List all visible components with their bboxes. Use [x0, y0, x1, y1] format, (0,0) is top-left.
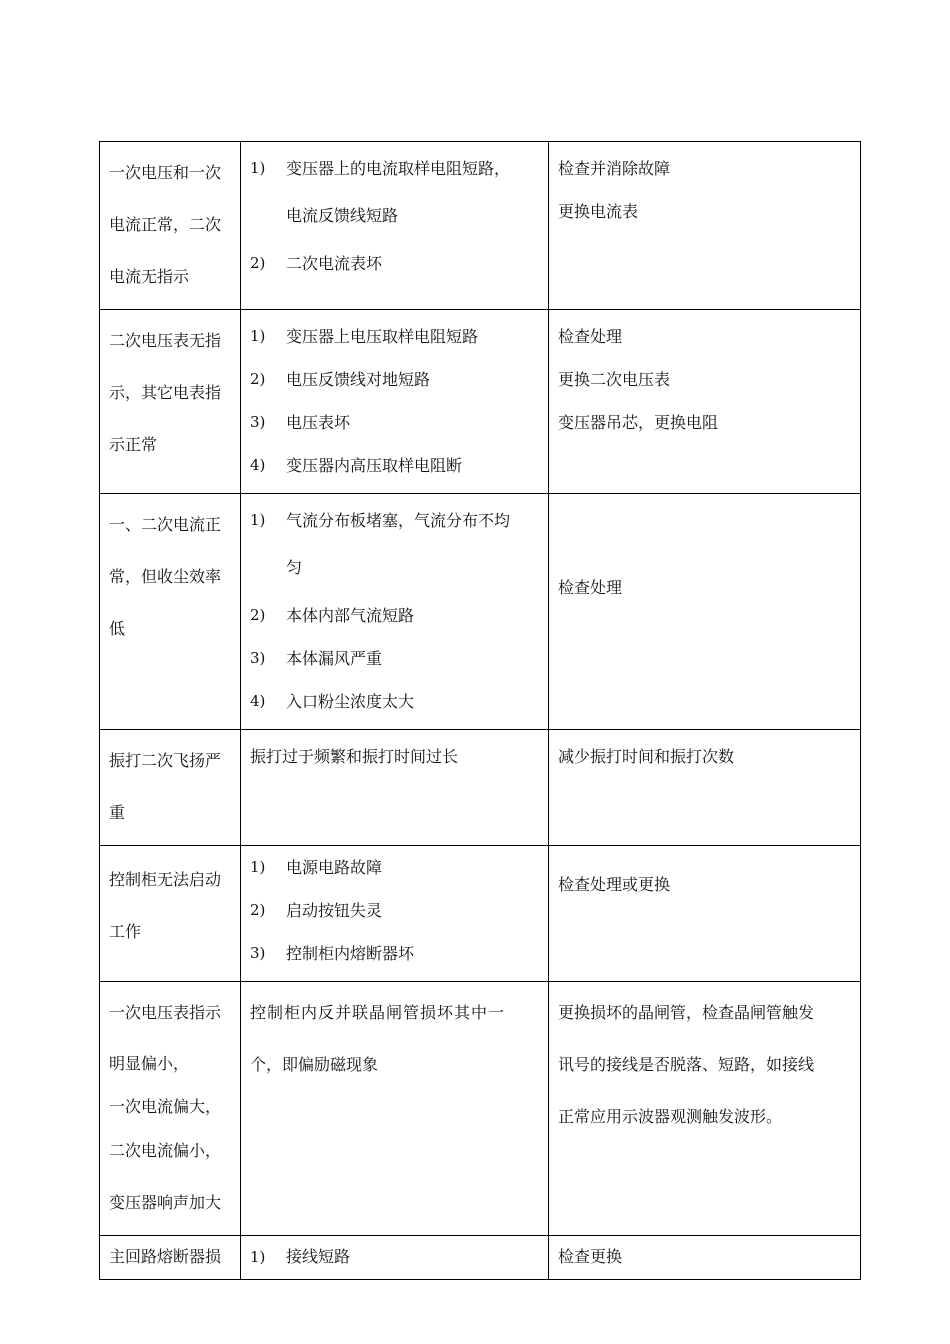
remedy-line: 更换电流表: [558, 202, 639, 221]
symptom-line: 二次电流偏小，: [109, 1141, 222, 1160]
symptom-line: 变压器响声加大: [109, 1193, 222, 1212]
remedy-line: 检查处理: [558, 327, 623, 346]
fault-table: [99, 141, 861, 1280]
symptom-cell: [100, 494, 241, 730]
table-row: [100, 310, 861, 494]
symptom-line: 低: [109, 619, 126, 638]
cause-cell: [241, 846, 549, 982]
list-item: 1) 变压器上的电流取样电阻短路，: [250, 159, 511, 178]
list-item: 2) 电压反馈线对地短路: [250, 370, 431, 389]
list-item: 4) 变压器内高压取样电阻断: [250, 456, 463, 475]
list-item: 4) 入口粉尘浓度太大: [250, 692, 415, 711]
cause-text: 振打过于频繁和振打时间过长: [250, 747, 459, 766]
remedy-line: 检查处理: [558, 578, 623, 597]
symptom-line: 主回路熔断器损: [109, 1247, 222, 1266]
list-item: 2) 二次电流表坏: [250, 254, 383, 273]
symptom-line: 一次电压和一次: [109, 163, 222, 182]
symptom-line: 常，但收尘效率: [109, 567, 222, 586]
remedy-line: 正常应用示波器观测触发波形。: [558, 1107, 783, 1126]
list-item: 1) 变压器上电压取样电阻短路: [250, 327, 479, 346]
symptom-line: 电流无指示: [109, 267, 190, 286]
symptom-line: 电流正常，二次: [109, 215, 222, 234]
symptom-line: 示，其它电表指: [109, 383, 222, 402]
list-item: 1) 电源电路故障: [250, 858, 383, 877]
list-item: 1) 气流分布板堵塞，气流分布不均: [250, 511, 511, 530]
remedy-line: 更换二次电压表: [558, 370, 671, 389]
table-row: [100, 1236, 861, 1280]
cause-cell: [241, 730, 549, 846]
list-item: 3) 电压表坏: [250, 413, 351, 432]
remedy-cell: [549, 982, 861, 1236]
table-row: [100, 142, 861, 310]
symptom-cell: [100, 1236, 241, 1280]
remedy-line: 更换损坏的晶闸管，检查晶闸管触发: [558, 1003, 815, 1022]
remedy-line: 检查处理或更换: [558, 875, 671, 894]
symptom-cell: [100, 730, 241, 846]
symptom-line: 二次电压表无指: [109, 331, 222, 350]
symptom-line: 振打二次飞扬严: [109, 751, 222, 770]
symptom-cell: [100, 310, 241, 494]
symptom-line: 一次电压表指示: [109, 1003, 222, 1022]
list-item-continuation: 匀: [286, 558, 303, 577]
list-item: 2) 本体内部气流短路: [250, 606, 415, 625]
remedy-cell: [549, 846, 861, 982]
remedy-cell: [549, 494, 861, 730]
symptom-line: 一、二次电流正: [109, 515, 222, 534]
table-row: [100, 494, 861, 730]
symptom-line: 工作: [109, 922, 142, 941]
remedy-line: 减少振打时间和振打次数: [558, 747, 735, 766]
list-item: 2) 启动按钮失灵: [250, 901, 383, 920]
remedy-cell: [549, 1236, 861, 1280]
remedy-line: 讯号的接线是否脱落、短路，如接线: [558, 1055, 815, 1074]
symptom-line: 控制柜无法启动: [109, 870, 222, 889]
symptom-line: 一次电流偏大，: [109, 1097, 222, 1116]
symptom-cell: [100, 142, 241, 310]
cause-cell: [241, 310, 549, 494]
cause-cell: [241, 142, 549, 310]
cause-cell: [241, 1236, 549, 1280]
cause-cell: [241, 982, 549, 1236]
symptom-line: 重: [109, 803, 126, 822]
table-row: [100, 846, 861, 982]
list-item: 1) 接线短路: [250, 1247, 351, 1266]
remedy-cell: [549, 730, 861, 846]
cause-line: 个，即偏励磁现象: [250, 1055, 379, 1074]
remedy-line: 变压器吊芯，更换电阻: [558, 413, 719, 432]
remedy-cell: [549, 310, 861, 494]
cause-line: 控制柜内反并联晶闸管损坏其中一: [250, 1003, 506, 1022]
symptom-cell: [100, 982, 241, 1236]
symptom-line: 示正常: [109, 435, 158, 454]
remedy-line: 检查并消除故障: [558, 159, 671, 178]
symptom-cell: [100, 846, 241, 982]
remedy-line: 检查更换: [558, 1247, 623, 1266]
symptom-line: 明显偏小，: [109, 1054, 190, 1073]
remedy-cell: [549, 142, 861, 310]
list-item-continuation: 电流反馈线短路: [286, 206, 399, 225]
list-item: 3) 本体漏风严重: [250, 649, 383, 668]
cause-cell: [241, 494, 549, 730]
list-item: 3) 控制柜内熔断器坏: [250, 944, 415, 963]
table-row: [100, 982, 861, 1236]
table-row: [100, 730, 861, 846]
